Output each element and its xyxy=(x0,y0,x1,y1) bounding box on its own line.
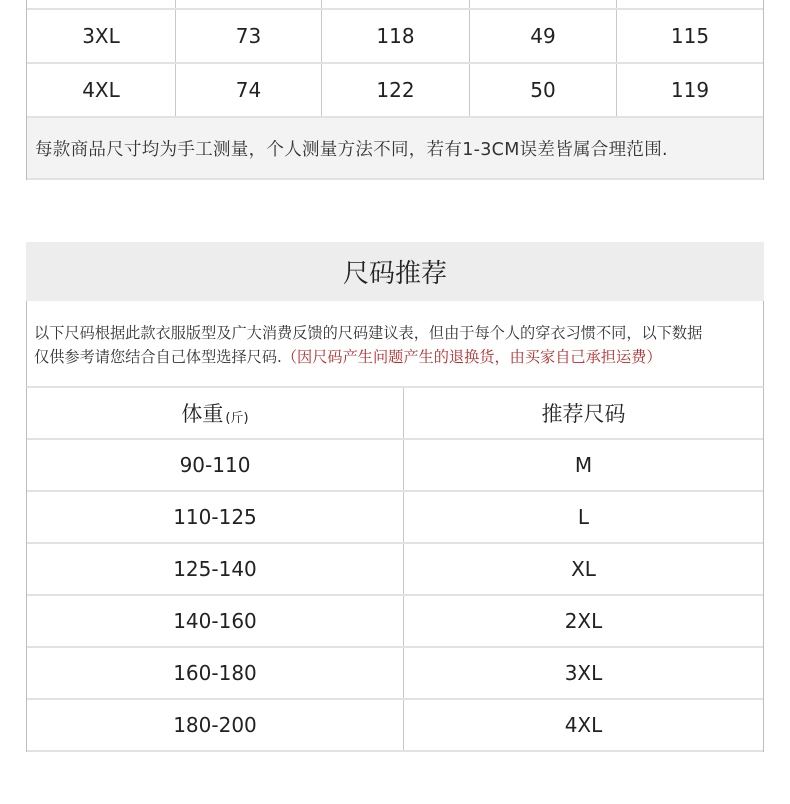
value-cell xyxy=(470,0,617,8)
value-cell: 118 xyxy=(322,10,470,62)
value-cell xyxy=(617,0,763,8)
size-cell: XL xyxy=(571,557,596,581)
value-cell: 119 xyxy=(670,78,710,102)
recommendation-note xyxy=(26,301,764,388)
table-row xyxy=(27,648,763,700)
weight-header xyxy=(27,388,404,438)
size-cell: 4XL xyxy=(564,713,603,737)
size-cell: 3XL xyxy=(564,661,603,685)
note-line-1: 以下尺码根据此款衣服版型及广大消费反馈的尺码建议表，但由于每个人的穿衣习惯不同，以下数据 xyxy=(34,324,703,342)
table-row xyxy=(27,10,763,64)
measurement-table xyxy=(26,0,764,180)
table-row xyxy=(27,0,763,10)
table-row xyxy=(27,700,763,752)
section-title: 尺码推荐 xyxy=(26,242,764,301)
size-cell: 2XL xyxy=(564,609,603,633)
weight-cell: 160-180 xyxy=(27,648,404,698)
weight-cell: 110-125 xyxy=(27,492,404,542)
table-row xyxy=(27,492,763,544)
measurement-note: 每款商品尺寸均为手工测量，个人测量方法不同，若有1-3CM误差皆属合理范围. xyxy=(27,118,763,180)
size-cell: L xyxy=(577,505,590,529)
value-cell: 74 xyxy=(176,64,322,116)
value-cell: 49 xyxy=(470,10,617,62)
weight-cell: 180-200 xyxy=(27,700,404,750)
weight-unit: (斤) xyxy=(225,410,249,426)
size-header: 推荐尺码 xyxy=(541,402,626,426)
weight-cell: 90-110 xyxy=(27,440,404,490)
table-header-row xyxy=(27,388,763,440)
value-cell xyxy=(176,0,322,8)
table-row xyxy=(27,440,763,492)
weight-header-label: 体重 xyxy=(181,402,224,426)
weight-cell: 140-160 xyxy=(27,596,404,646)
note-line-2: 仅供参考请您结合自己体型选择尺码. xyxy=(34,348,282,366)
table-row xyxy=(27,64,763,118)
size-cell xyxy=(27,0,176,8)
size-cell: 3XL xyxy=(27,10,176,62)
size-recommendation-section xyxy=(26,242,764,752)
table-row xyxy=(27,544,763,596)
return-warning: （因尺码产生问题产生的退换货，由买家自己承担运费） xyxy=(281,348,662,366)
value-cell: 50 xyxy=(470,64,617,116)
value-cell: 115 xyxy=(670,24,710,48)
size-cell: M xyxy=(574,453,593,477)
value-cell: 73 xyxy=(176,10,322,62)
recommendation-table xyxy=(26,388,764,752)
value-cell: 122 xyxy=(322,64,470,116)
size-cell: 4XL xyxy=(27,64,176,116)
weight-cell: 125-140 xyxy=(27,544,404,594)
table-row xyxy=(27,596,763,648)
value-cell xyxy=(322,0,470,8)
